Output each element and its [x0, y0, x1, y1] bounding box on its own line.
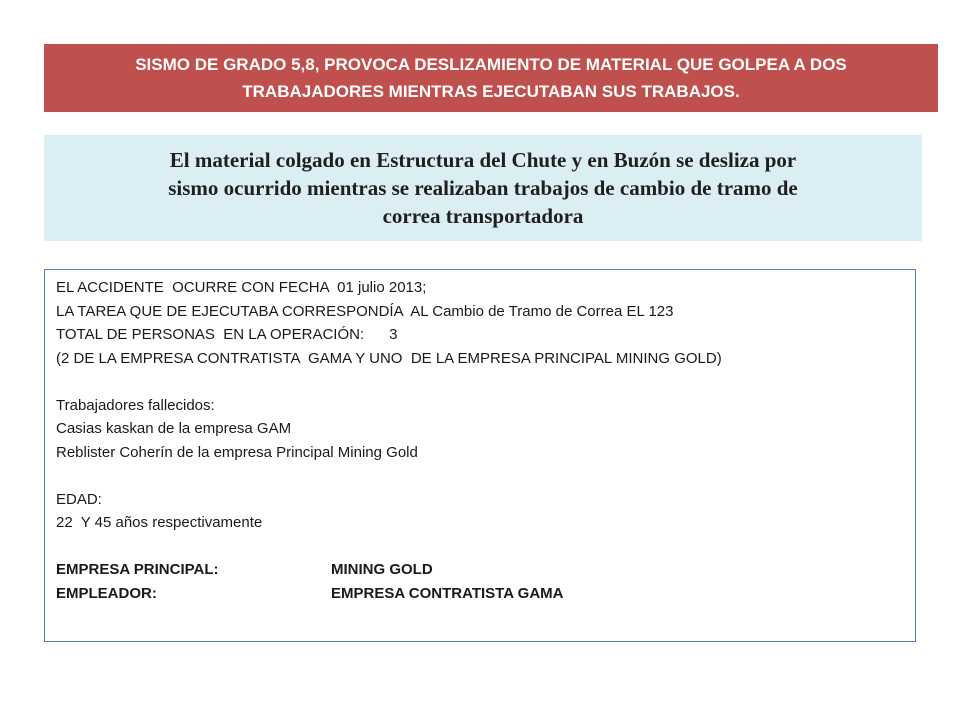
employer-label: EMPLEADOR:: [56, 584, 157, 602]
subtitle-box: [44, 135, 922, 241]
subtitle-text: [168, 146, 798, 230]
title-banner: [44, 44, 938, 112]
deceased-worker-2: Reblister Coherín de la empresa Principal Mining Gold: [56, 443, 418, 461]
banner-line-1: SISMO DE GRADO 5,8, PROVOCA DESLIZAMIENTO DE MATERIAL QUE GOLPEA A DOS: [135, 55, 847, 74]
employer-row: [56, 582, 905, 606]
banner-line-2: TRABAJADORES MIENTRAS EJECUTABAN SUS TRABAJOS.: [242, 82, 740, 101]
principal-company-row: [56, 558, 905, 582]
details-box: [44, 269, 916, 642]
deceased-worker-1: Casias kaskan de la empresa GAM: [56, 420, 292, 437]
spacer: [56, 464, 905, 488]
employer-value: EMPRESA CONTRATISTA GAMA: [331, 584, 564, 602]
principal-company-value: MINING GOLD: [331, 561, 433, 578]
principal-company-label: EMPRESA PRINCIPAL:: [56, 561, 219, 578]
spacer: [56, 370, 905, 394]
people-breakdown: (2 DE LA EMPRESA CONTRATISTA GAMA Y UNO DE LA EMPRESA PRINCIPAL MINING GOLD): [56, 349, 722, 367]
spacer: [56, 535, 905, 559]
deceased-label: Trabajadores fallecidos:: [56, 396, 215, 414]
task-description: LA TAREA QUE DE EJECUTABA CORRESPONDÍA AL Cambio de Tramo de Correa EL 123: [56, 302, 674, 320]
subtitle-line-2: sismo ocurrido mientras se realizaban trabajos de cambio de tramo de: [168, 176, 798, 200]
age-label: EDAD:: [56, 490, 102, 508]
banner-text: [135, 51, 847, 105]
total-people: TOTAL DE PERSONAS EN LA OPERACIÓN: 3: [56, 326, 398, 343]
accident-date: EL ACCIDENTE OCURRE CON FECHA 01 julio 2013;: [56, 279, 427, 296]
age-value: 22 Y 45 años respectivamente: [56, 514, 263, 531]
subtitle-line-3: correa transportadora: [382, 204, 584, 228]
subtitle-line-1: El material colgado en Estructura del Chute y en Buzón se desliza por: [169, 148, 797, 172]
